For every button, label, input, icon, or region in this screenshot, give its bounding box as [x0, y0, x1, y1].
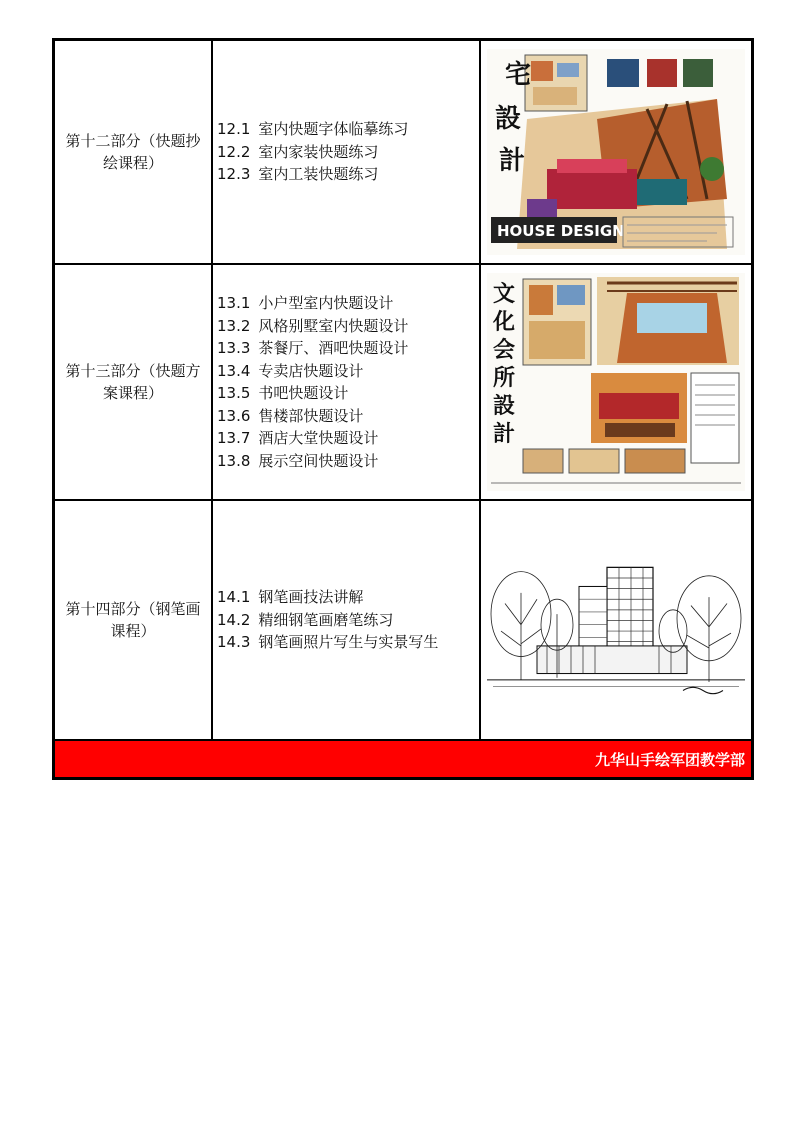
image-cell	[481, 41, 751, 263]
list-item: 13.7 酒店大堂快题设计	[217, 429, 379, 447]
svg-text:設: 設	[493, 393, 516, 419]
items-cell	[213, 265, 481, 499]
banner-text: HOUSE DESIGN	[497, 222, 625, 240]
image-cell	[481, 501, 751, 739]
list-item: 13.3 茶餐厅、酒吧快题设计	[217, 339, 409, 357]
logo-char: 文	[493, 281, 516, 307]
list-item: 13.2 风格别墅室内快题设计	[217, 316, 409, 335]
items-cell	[213, 41, 481, 263]
pen-drawing-sketch	[487, 561, 745, 699]
svg-text:会: 会	[493, 337, 516, 363]
item-list	[213, 118, 414, 186]
section-cell	[55, 41, 213, 263]
course-row-14	[55, 501, 751, 741]
section-title: 第十二部分（快题抄绘课程）	[65, 132, 201, 172]
list-item: 12.1 室内快题字体临摹练习	[217, 120, 409, 139]
svg-text:計: 計	[493, 421, 516, 447]
section-cell	[55, 265, 213, 499]
list-item: 13.8 展示空间快题设计	[217, 451, 379, 470]
svg-text:計: 計	[499, 146, 526, 176]
svg-text:化: 化	[493, 309, 516, 335]
logo-char: 宅	[505, 60, 532, 90]
footer-text: 九华山手绘军团教学部	[594, 750, 745, 769]
list-item: 13.6 售楼部快题设计	[217, 406, 364, 425]
item-list	[213, 586, 444, 654]
house-design-sketch	[487, 49, 745, 255]
clubhouse-design-sketch	[487, 273, 745, 491]
list-item: 14.2 精细钢笔画磨笔练习	[217, 610, 394, 629]
footer-banner	[55, 741, 751, 777]
svg-text:設: 設	[495, 104, 522, 134]
list-item: 14.1 钢笔画技法讲解	[217, 588, 364, 607]
section-title: 第十三部分（快题方案课程）	[65, 362, 201, 402]
list-item: 12.2 室内家装快题练习	[217, 142, 379, 161]
course-row-12	[55, 41, 751, 265]
course-row-13	[55, 265, 751, 501]
course-table	[52, 38, 754, 780]
section-title: 第十四部分（钢笔画课程）	[65, 600, 201, 640]
items-cell	[213, 501, 481, 739]
list-item: 13.5 书吧快题设计	[217, 384, 349, 402]
list-item: 13.4 专卖店快题设计	[217, 361, 364, 380]
image-cell	[481, 265, 751, 499]
list-item: 12.3 室内工装快题练习	[217, 165, 379, 184]
item-list	[213, 292, 414, 472]
section-cell	[55, 501, 213, 739]
list-item: 13.1 小户型室内快题设计	[217, 294, 394, 312]
list-item: 14.3 钢笔画照片写生与实景写生	[217, 633, 439, 652]
svg-text:所: 所	[493, 365, 516, 391]
